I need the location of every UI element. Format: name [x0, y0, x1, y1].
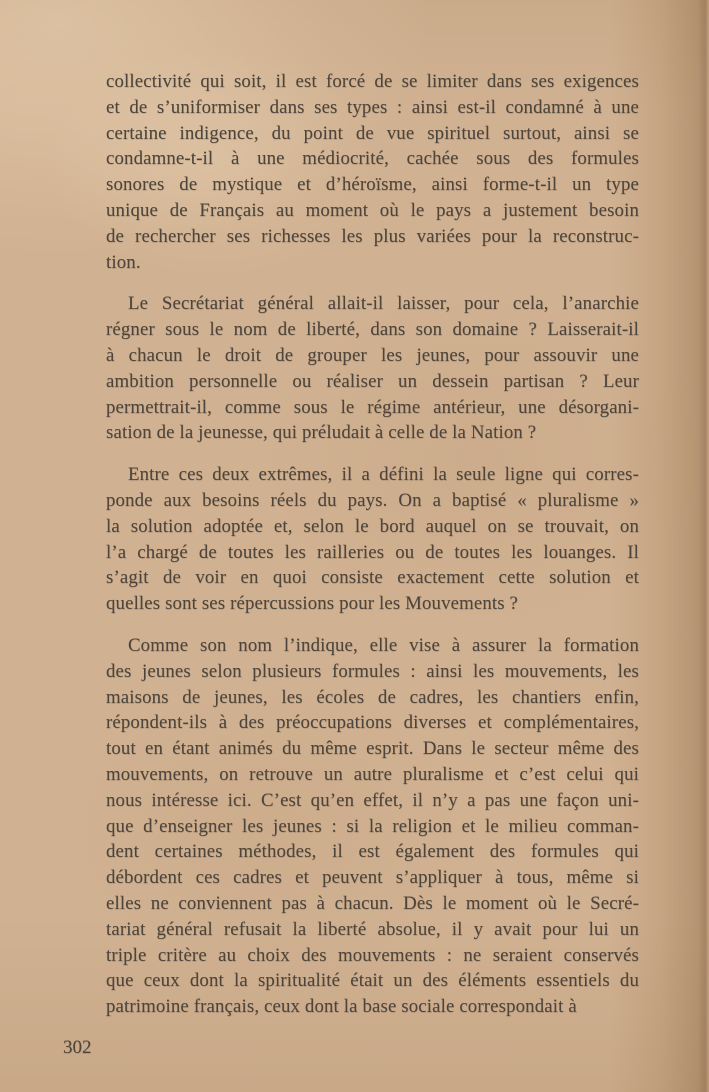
text-line: certaine indigence, du point de vue spirituel surtout, ainsi se — [106, 122, 639, 144]
paragraph-3 — [106, 462, 639, 617]
paragraph-1 — [106, 69, 639, 275]
text-line: ambition personnelle ou réaliser un dessein partisan ? Leur — [106, 370, 639, 392]
text-line: répondent-ils à des préoccupations diverses et complémentaires, — [106, 712, 639, 734]
text-line: sonores de mystique et d’héroïsme, ainsi forme-t-il un type — [106, 174, 639, 196]
text-line: unique de Français au moment où le pays a justement besoin — [106, 199, 639, 221]
text-line: triple critère au choix des mouvements : ne seraient conservés — [106, 944, 639, 966]
text-line: Entre ces deux extrêmes, il a défini la seule ligne qui corres- — [128, 464, 639, 486]
paragraph-2 — [106, 291, 639, 446]
text-line: des jeunes selon plusieurs formules : ainsi les mouvements, les — [106, 660, 639, 682]
page-number: 302 — [63, 1037, 92, 1058]
text-line: quelles sont ses répercussions pour les Mouvements ? — [106, 593, 519, 615]
text-line: maisons de jeunes, les écoles de cadres, les chantiers enfin, — [106, 686, 639, 708]
text-line: l’a chargé de toutes les railleries ou de toutes les louanges. Il — [106, 541, 639, 563]
text-line: condamne-t-il à une médiocrité, cachée sous des formules — [106, 148, 639, 170]
text-line: tariat général refusait la liberté absolue, il y avait pour lui un — [106, 918, 639, 940]
text-line: débordent ces cadres et peuvent s’appliquer à tous, même si — [106, 867, 639, 889]
text-line: et de s’uniformiser dans ses types : ainsi est-il condamné à une — [106, 96, 639, 118]
text-line: s’agit de voir en quoi consiste exactement cette solution et — [106, 567, 639, 589]
text-line: patrimoine français, ceux dont la base sociale correspondait à — [106, 996, 577, 1018]
text-line: régner sous le nom de liberté, dans son domaine ? Laisserait-il — [106, 319, 639, 341]
text-line: de rechercher ses richesses les plus variées pour la reconstruc- — [106, 225, 639, 247]
text-line: à chacun le droit de grouper les jeunes, pour assouvir une — [106, 344, 639, 366]
text-line: la solution adoptée et, selon le bord auquel on se trouvait, on — [106, 515, 639, 537]
text-line: collectivité qui soit, il est forcé de se limiter dans ses exigences — [106, 71, 639, 92]
text-line: que d’enseigner les jeunes : si la religion et le milieu comman- — [106, 815, 639, 837]
text-line: Le Secrétariat général allait-il laisser, pour cela, l’anarchie — [128, 293, 639, 315]
text-line: sation de la jeunesse, qui préludait à celle de la Nation ? — [106, 422, 537, 444]
text-line: nous intéresse ici. C’est qu’en effet, il n’y a pas une façon uni- — [106, 789, 639, 811]
text-line: elles ne conviennent pas à chacun. Dès le moment où le Secré- — [106, 892, 639, 914]
text-line: dent certaines méthodes, il est également des formules qui — [106, 841, 639, 863]
page-text — [106, 69, 639, 1036]
text-line: ponde aux besoins réels du pays. On a baptisé « pluralisme » — [106, 489, 639, 511]
text-line: tout en étant animés du même esprit. Dans le secteur même des — [106, 738, 639, 760]
text-line: Comme son nom l’indique, elle vise à assurer la formation — [128, 634, 639, 656]
text-line: que ceux dont la spiritualité était un des éléments essentiels du — [106, 970, 639, 992]
text-line: tion. — [106, 251, 141, 273]
text-line: mouvements, on retrouve un autre pluralisme et c’est celui qui — [106, 763, 639, 785]
paragraph-4 — [106, 633, 639, 1020]
text-line: permettrait-il, comme sous le régime antérieur, une désorgani- — [106, 396, 639, 418]
